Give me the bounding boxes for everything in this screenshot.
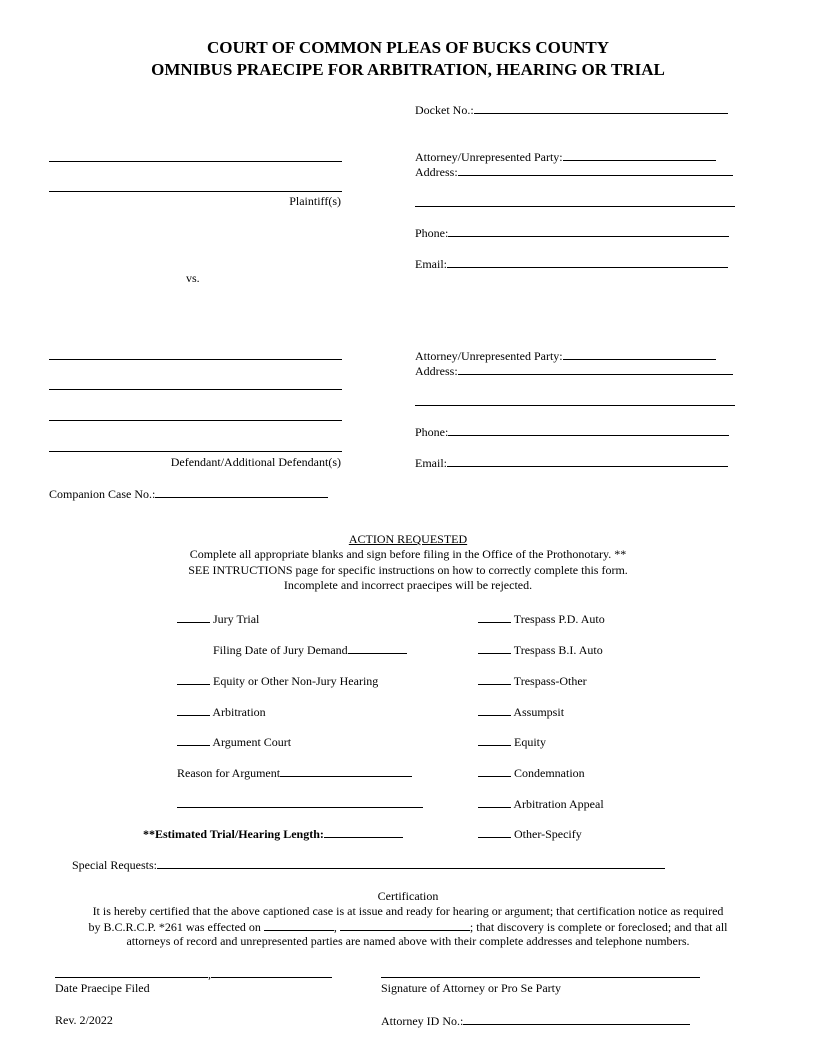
option-argument-court[interactable] bbox=[177, 734, 291, 749]
trespass-bi-auto-label: Trespass B.I. Auto bbox=[513, 643, 603, 657]
condemnation-blank[interactable] bbox=[478, 765, 511, 777]
condemnation-label: Condemnation bbox=[514, 766, 585, 780]
plaintiff-label: Plaintiff(s) bbox=[289, 194, 341, 208]
attorney-2-blank[interactable] bbox=[563, 348, 716, 360]
attorney-1-label: Attorney/Unrepresented Party: bbox=[415, 150, 563, 164]
option-trespass-other[interactable] bbox=[478, 673, 587, 688]
reason-for-argument-blank[interactable] bbox=[280, 765, 412, 777]
option-equity[interactable] bbox=[478, 734, 546, 749]
arbitration-label: Arbitration bbox=[212, 705, 266, 719]
option-other-specify[interactable] bbox=[478, 826, 582, 841]
defendant-line-1[interactable] bbox=[49, 359, 342, 360]
phone-1-label: Phone: bbox=[415, 226, 449, 240]
attorney-id-label: Attorney ID No.: bbox=[381, 1014, 464, 1028]
companion-case-blank[interactable] bbox=[155, 486, 328, 498]
attorney-1-blank[interactable] bbox=[563, 149, 716, 161]
filing-date-label: Filing Date of Jury Demand bbox=[213, 643, 348, 657]
docket-field[interactable] bbox=[415, 102, 728, 117]
address-2-line-2[interactable] bbox=[415, 405, 735, 406]
email-2-label: Email: bbox=[415, 456, 447, 470]
equity-label: Equity bbox=[514, 735, 546, 749]
versus-label: vs. bbox=[186, 271, 200, 285]
phone-1-blank[interactable] bbox=[448, 225, 729, 237]
reason-for-argument-line-2[interactable] bbox=[177, 807, 423, 808]
argument-court-label: Argument Court bbox=[212, 735, 292, 749]
certification-line-2-end: ; that discovery is complete or foreclosed; and that all bbox=[469, 920, 728, 934]
special-requests-blank[interactable] bbox=[157, 857, 665, 869]
phone-1-field[interactable] bbox=[415, 225, 729, 240]
argument-court-blank[interactable] bbox=[177, 734, 210, 746]
action-instruction-1: Complete all appropriate blanks and sign before filing in the Office of the Prothonotary. ** bbox=[189, 547, 627, 561]
attorney-1-field[interactable] bbox=[415, 149, 716, 164]
companion-case-field[interactable] bbox=[49, 486, 328, 501]
date-filed-blank-2[interactable] bbox=[211, 966, 332, 978]
phone-2-label: Phone: bbox=[415, 425, 449, 439]
filing-date-field[interactable] bbox=[213, 642, 407, 657]
address-1-blank[interactable] bbox=[458, 164, 733, 176]
notice-year-blank[interactable] bbox=[340, 919, 470, 931]
phone-2-field[interactable] bbox=[415, 424, 729, 439]
plaintiff-line-1[interactable] bbox=[49, 161, 342, 162]
address-2-field[interactable] bbox=[415, 363, 733, 378]
special-requests-label: Special Requests: bbox=[72, 858, 157, 872]
option-assumpsit[interactable] bbox=[478, 704, 564, 719]
plaintiff-line-2[interactable] bbox=[49, 191, 342, 192]
address-1-field[interactable] bbox=[415, 164, 733, 179]
trespass-pd-auto-label: Trespass P.D. Auto bbox=[513, 612, 605, 626]
jury-trial-label: Jury Trial bbox=[213, 612, 260, 626]
trespass-other-label: Trespass-Other bbox=[513, 674, 587, 688]
action-instruction-2: SEE INTRUCTIONS page for specific instructions on how to correctly complete this form. bbox=[188, 563, 628, 577]
docket-label: Docket No.: bbox=[415, 103, 474, 117]
signature-label: Signature of Attorney or Pro Se Party bbox=[381, 981, 561, 995]
special-requests-field[interactable] bbox=[72, 857, 665, 872]
attorney-id-field[interactable] bbox=[381, 1013, 690, 1028]
address-2-blank[interactable] bbox=[458, 363, 733, 375]
defendant-label: Defendant/Additional Defendant(s) bbox=[170, 455, 341, 469]
jury-trial-blank[interactable] bbox=[177, 611, 210, 623]
estimated-length-field[interactable] bbox=[143, 826, 403, 841]
email-1-field[interactable] bbox=[415, 256, 728, 271]
reason-for-argument-field[interactable] bbox=[177, 765, 412, 780]
estimated-length-label: **Estimated Trial/Hearing Length: bbox=[143, 827, 324, 841]
action-instruction-3: Incomplete and incorrect praecipes will be rejected. bbox=[283, 578, 533, 592]
phone-2-blank[interactable] bbox=[448, 424, 729, 436]
defendant-line-4[interactable] bbox=[49, 451, 342, 452]
assumpsit-blank[interactable] bbox=[478, 704, 511, 716]
signature-line[interactable] bbox=[381, 977, 700, 978]
certification-line-2 bbox=[0, 919, 816, 935]
trespass-bi-auto-blank[interactable] bbox=[478, 642, 511, 654]
docket-blank[interactable] bbox=[474, 102, 728, 114]
form-title-line-2: OMNIBUS PRAECIPE FOR ARBITRATION, HEARING OR TRIAL bbox=[151, 60, 665, 79]
reason-for-argument-label: Reason for Argument bbox=[177, 766, 281, 780]
address-1-label: Address: bbox=[415, 165, 458, 179]
defendant-line-3[interactable] bbox=[49, 420, 342, 421]
address-1-line-2[interactable] bbox=[415, 206, 735, 207]
notice-date-blank[interactable] bbox=[264, 919, 334, 931]
option-arbitration-appeal[interactable] bbox=[478, 796, 604, 811]
option-arbitration[interactable] bbox=[177, 704, 266, 719]
attorney-2-label: Attorney/Unrepresented Party: bbox=[415, 349, 563, 363]
date-filed-separator: , bbox=[208, 967, 211, 981]
assumpsit-label: Assumpsit bbox=[513, 705, 565, 719]
arbitration-appeal-blank[interactable] bbox=[478, 796, 511, 808]
trespass-other-blank[interactable] bbox=[478, 673, 511, 685]
email-2-blank[interactable] bbox=[447, 455, 728, 467]
attorney-2-field[interactable] bbox=[415, 348, 716, 363]
email-2-field[interactable] bbox=[415, 455, 728, 470]
form-title-line-1: COURT OF COMMON PLEAS OF BUCKS COUNTY bbox=[206, 38, 610, 57]
arbitration-blank[interactable] bbox=[177, 704, 210, 716]
revision-label: Rev. 2/2022 bbox=[55, 1013, 113, 1027]
companion-case-label: Companion Case No.: bbox=[49, 487, 156, 501]
certification-line-3: attorneys of record and unrepresented parties are named above with their complete addresses and telephone numbers. bbox=[126, 934, 690, 948]
date-filed-blanks[interactable] bbox=[55, 966, 332, 981]
attorney-id-blank[interactable] bbox=[463, 1013, 690, 1025]
filing-date-blank[interactable] bbox=[348, 642, 407, 654]
date-filed-label: Date Praecipe Filed bbox=[55, 981, 150, 995]
equity-hearing-label: Equity or Other Non-Jury Hearing bbox=[213, 674, 379, 688]
option-condemnation[interactable] bbox=[478, 765, 585, 780]
trespass-pd-auto-blank[interactable] bbox=[478, 611, 511, 623]
equity-hearing-blank[interactable] bbox=[177, 673, 210, 685]
option-equity-hearing[interactable] bbox=[177, 673, 378, 688]
action-requested-heading: ACTION REQUESTED bbox=[348, 532, 468, 546]
email-1-blank[interactable] bbox=[447, 256, 728, 268]
option-trespass-bi-auto[interactable] bbox=[478, 642, 603, 657]
option-trespass-pd-auto[interactable] bbox=[478, 611, 605, 626]
certification-line-2-start: by B.C.R.C.P. *261 was effected on bbox=[88, 920, 261, 934]
estimated-length-blank[interactable] bbox=[324, 826, 403, 838]
email-1-label: Email: bbox=[415, 257, 447, 271]
address-2-label: Address: bbox=[415, 364, 458, 378]
equity-blank[interactable] bbox=[478, 734, 511, 746]
certification-line-1: It is hereby certified that the above captioned case is at issue and ready for hearing or argument; that certification notice as required bbox=[92, 904, 724, 918]
option-jury-trial[interactable] bbox=[177, 611, 259, 626]
other-specify-blank[interactable] bbox=[478, 826, 511, 838]
notice-date-separator: , bbox=[333, 920, 337, 934]
date-filed-blank-1[interactable] bbox=[55, 966, 208, 978]
other-specify-label: Other-Specify bbox=[514, 827, 582, 841]
defendant-line-2[interactable] bbox=[49, 389, 342, 390]
certification-heading: Certification bbox=[377, 889, 439, 903]
arbitration-appeal-label: Arbitration Appeal bbox=[513, 797, 604, 811]
